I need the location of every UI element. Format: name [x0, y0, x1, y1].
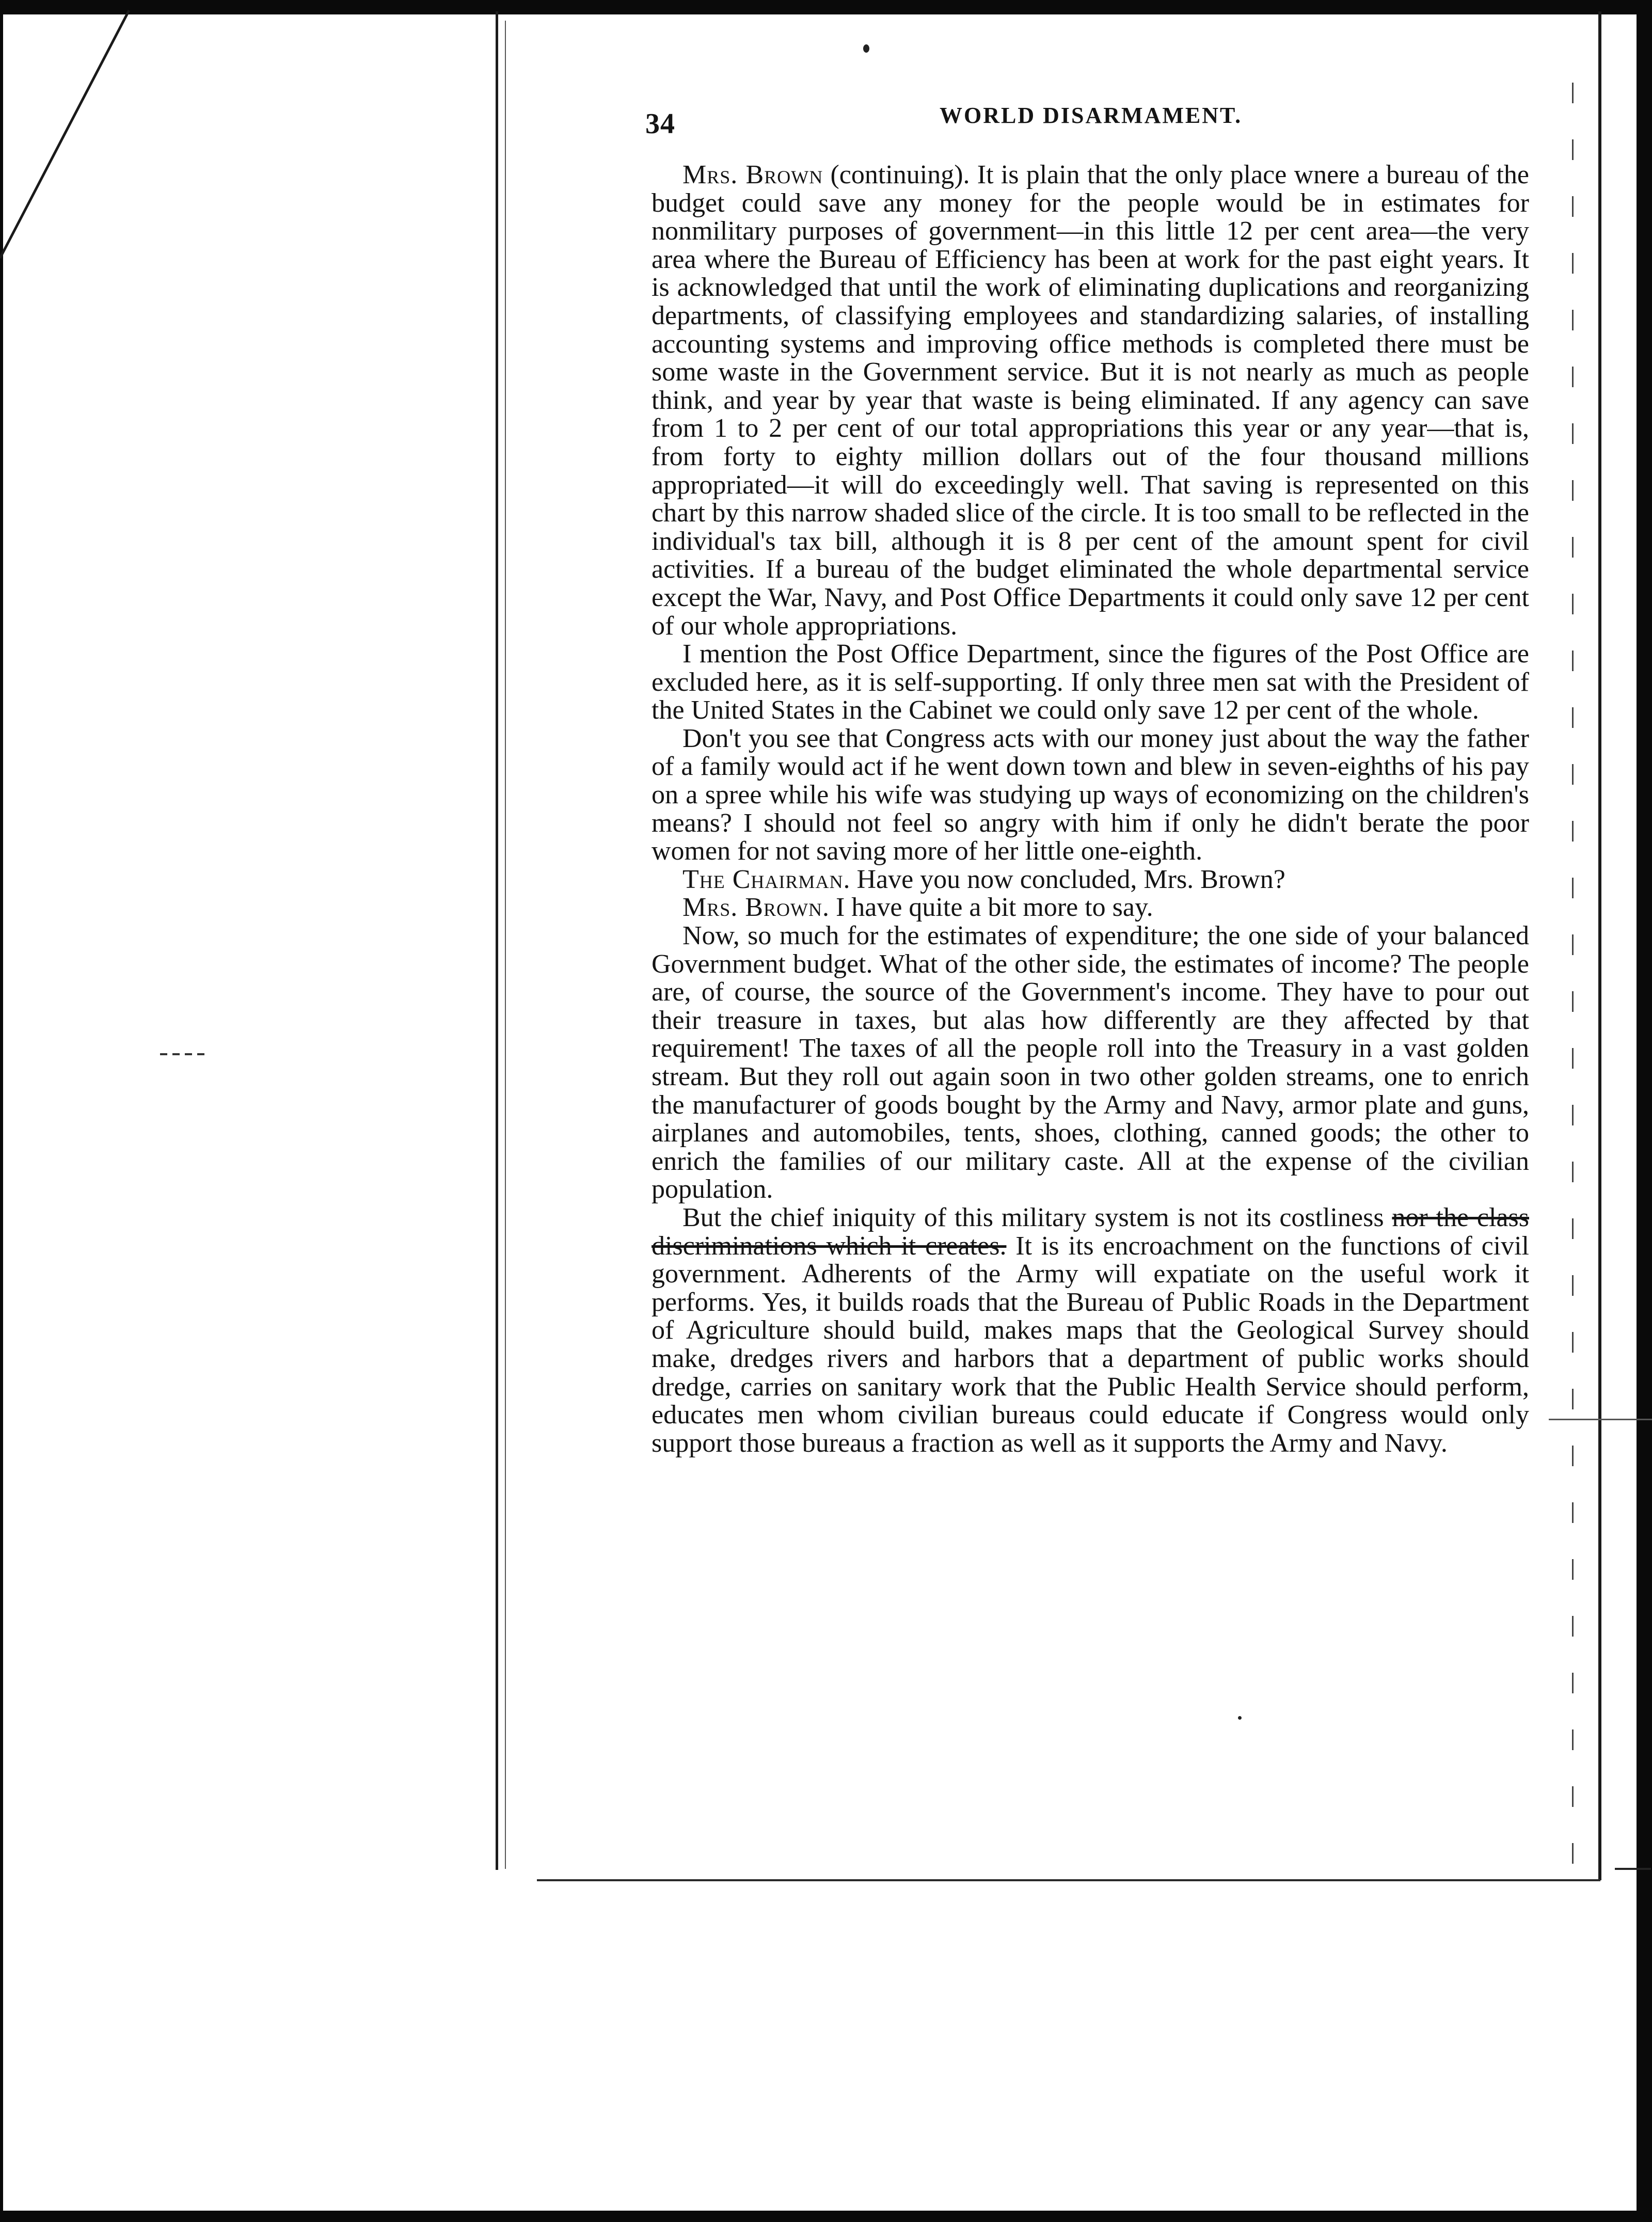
running-head: WORLD DISARMAMENT. [940, 103, 1243, 128]
paragraph-3 [652, 725, 1529, 866]
paragraph-7 [652, 1204, 1529, 1457]
left-margin-dashes [160, 1053, 206, 1055]
paragraph-1 [652, 161, 1529, 640]
page-right-dashed-edge [1572, 83, 1574, 1864]
paragraph-text-after: It is its encroachment on the functions of civil government. Adherents of the Army will expatiate on the useful work it performs. Yes, it builds roads that the Bureau of Public Roads in the Department of Agriculture should build, makes maps that the Geological Survey should make, dredges rivers and harbors that a department of public works should dredge, carries on sanitary work that the Public Health Service should perform, educates men whom civilian bureaus could educate if Congress would only support those bureaus a fraction as well as it supports the Army and Navy. [652, 1231, 1529, 1458]
page-right-edge [1598, 11, 1601, 1880]
paragraph-text: It is plain that the only place wnere a bureau of the budget could save any money for the people would be in estimates for nonmilitary purposes of government—in this little 12 per cent area—the very area where the Bureau of Efficiency has been at work for the past eight years. It is acknowledged that until the work of eliminating duplications and reorganizing departments, of classifying employees and standardizing salaries, of installing accounting systems and improving office methods is completed there must be some waste in the Government service. But it is not nearly as much as people think, and year by year that waste is being eliminated. If any agency can save from 1 to 2 per cent of our total appropriations this year or any year—that is, from forty to eighty million dollars out of the four thousand millions appropriated—it will do exceedingly well. That saving is represented on this chart by this narrow shaded slice of the circle. It is too small to be reflected in the individual's tax bill, although it is 8 per cent of the amount spent for civil activities. If a bureau of the budget eliminated the whole departmental service except the War, Navy, and Post Office Departments it could only save 12 per cent of our whole appropriations. [652, 160, 1529, 641]
page-number: 34 [645, 108, 675, 140]
paragraph-2 [652, 640, 1529, 725]
speaker-name: Mrs. Brown [682, 160, 823, 189]
paragraph-text: I mention the Post Office Department, since the figures of the Post Office are excluded here, as it is self-supporting. If only three men sat with the President of the United States in the Cabinet we could only save 12 per cent of the whole. [652, 639, 1529, 725]
speaker-lead: . [822, 893, 836, 923]
page-left-edge [496, 11, 498, 1870]
right-margin-rule [1549, 1419, 1652, 1420]
speaker-lead: . [843, 864, 857, 894]
paragraph-text: I have quite a bit more to say. [835, 893, 1153, 923]
struck-text: nor the class discriminations which it creates. [652, 1202, 1529, 1261]
speaker-name: The Chairman [682, 864, 844, 894]
paragraph-6 [652, 922, 1529, 1204]
paragraph-5 [652, 894, 1529, 922]
page-bottom-rule [537, 1879, 1600, 1881]
speaker-lead: (continuing). [823, 160, 977, 189]
corner-stroke-mark [0, 0, 155, 268]
ink-speck [863, 44, 869, 53]
paragraph-text: Have you now concluded, Mrs. Brown? [856, 864, 1285, 894]
paragraph-text-before: But the chief iniquity of this military system is not its costliness [682, 1202, 1392, 1232]
paragraph-text: Now, so much for the estimates of expenditure; the one side of your balanced Government budget. What of the other side, the estimates of income? The people are, of course, the source of the Government's income. They have to pour out their treasure in taxes, but alas how differently are they affected by that requirement! The taxes of all the people roll into the Treasury in a vast golden stream. But they roll out again soon in two other golden streams, one to enrich the manufacturer of goods bought by the Army and Navy, armor plate and guns, airplanes and automobiles, tents, shoes, clothing, canned goods; the other to enrich the families of our military caste. All at the expense of the civilian population. [652, 921, 1529, 1204]
document-body [652, 161, 1529, 1457]
ink-speck [1238, 1716, 1242, 1720]
page-left-edge-inner [505, 21, 506, 1869]
right-margin-tick [1615, 1868, 1651, 1870]
speaker-name: Mrs. Brown [682, 893, 822, 923]
paragraph-text: Don't you see that Congress acts with our money just about the way the father of a family would act if he went down town and blew in seven-eighths of his pay on a spree while his wife was studying up ways of economizing on the children's means? I should not feel so angry with him if only he didn't berate the poor women for not saving more of her little one-eighth. [652, 723, 1529, 866]
paragraph-4 [652, 866, 1529, 894]
